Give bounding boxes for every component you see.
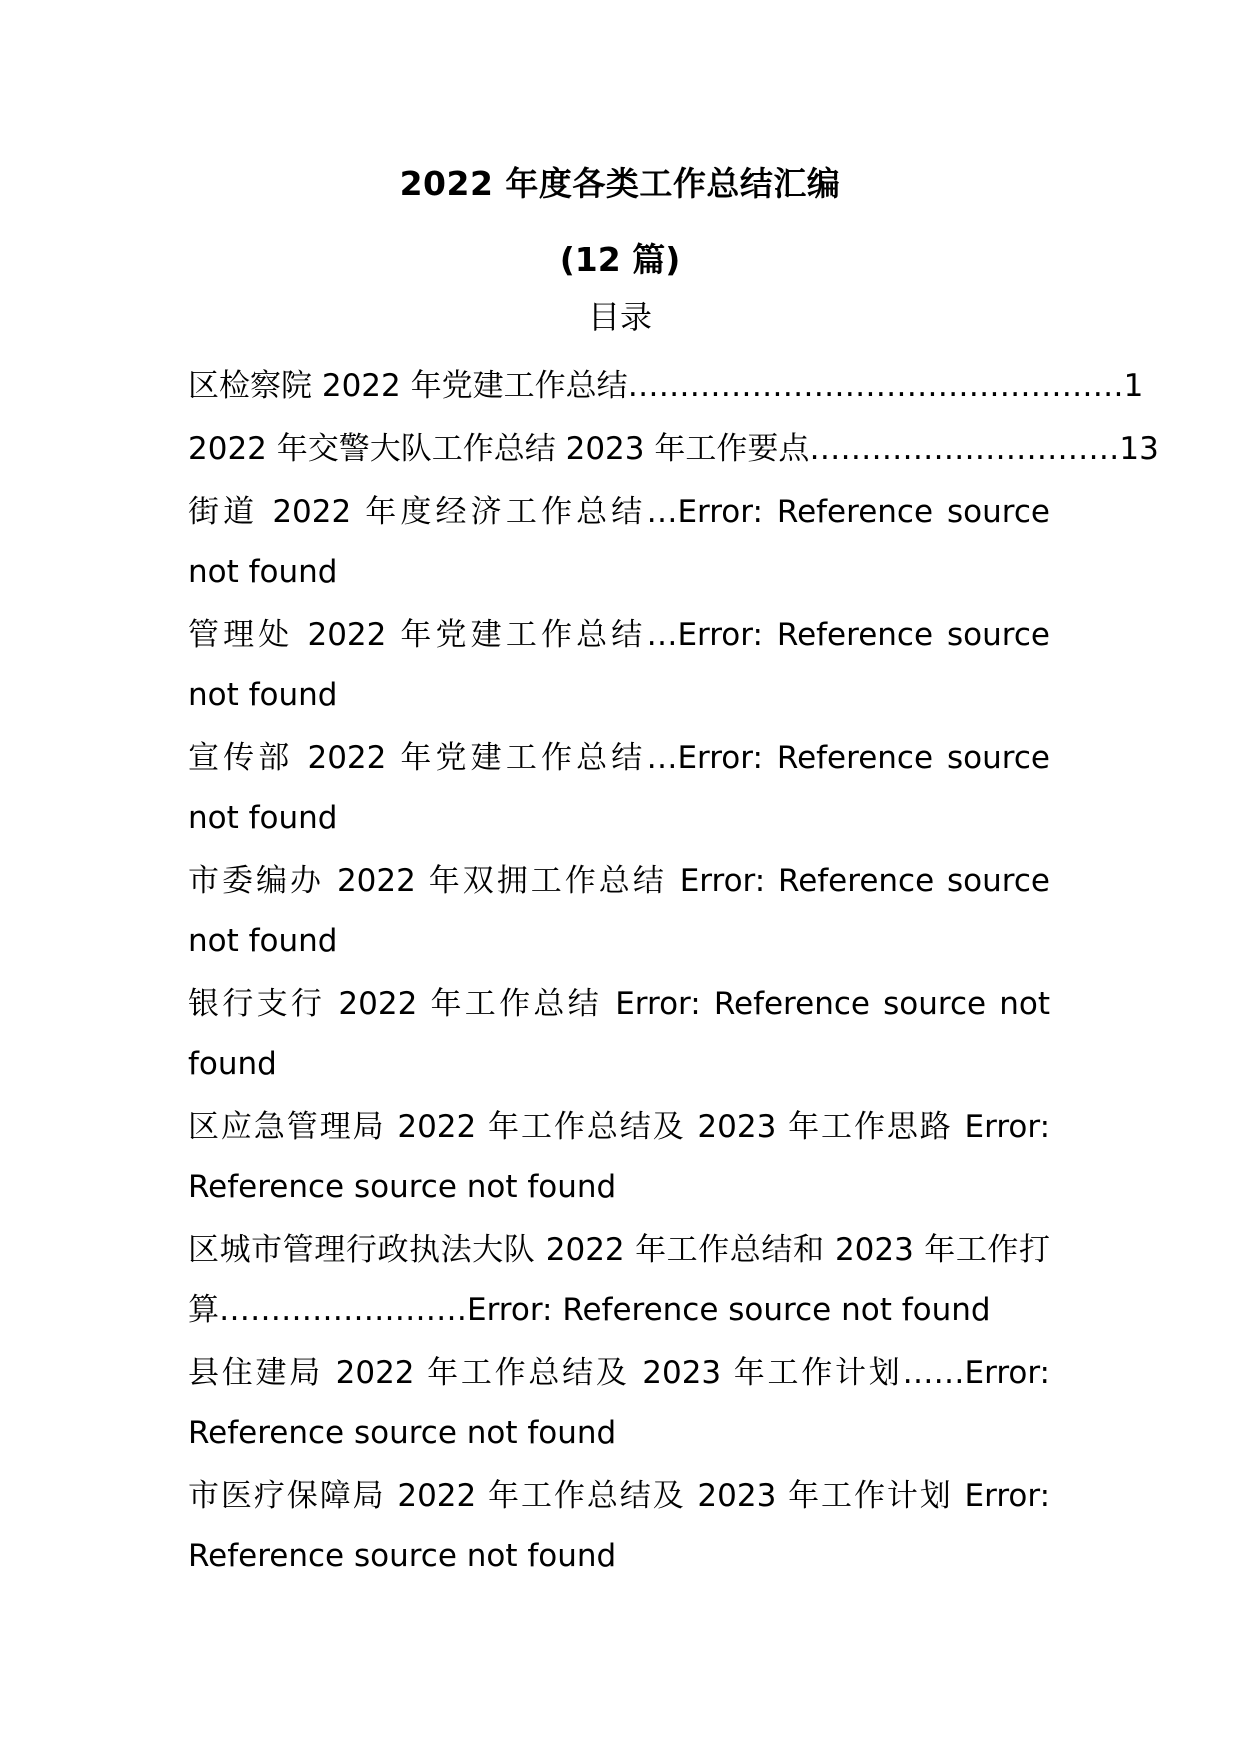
toc-entry[interactable]	[188, 356, 1144, 416]
toc-entry[interactable]	[188, 419, 1159, 479]
toc-entry[interactable]	[188, 1097, 1050, 1217]
document-count: (12 篇)	[559, 240, 681, 279]
toc-entry-page: 1	[1123, 368, 1144, 404]
toc-entry[interactable]	[188, 1466, 1050, 1586]
toc-entry-page: 13	[1119, 431, 1159, 467]
toc-entry-title: 2022 年交警大队工作总结 2023 年工作要点	[188, 431, 810, 467]
toc-entry-reference-error: Error: Reference source not found	[188, 740, 1050, 836]
toc-entry[interactable]	[188, 1343, 1050, 1463]
toc-heading: 目录	[587, 298, 652, 336]
toc-entry-title: 街道 2022 年度经济工作总结	[188, 494, 647, 530]
toc-entry-title: 银行支行 2022 年工作总结	[188, 986, 603, 1022]
document-title: 2022 年度各类工作总结汇编	[399, 164, 841, 203]
toc-entry-reference-error: Error: Reference source not found	[188, 986, 1050, 1082]
toc-entry-reference-error: Error: Reference source not found	[188, 1478, 1051, 1574]
toc-entry-reference-error: Error: Reference source not found	[467, 1292, 991, 1328]
toc-entry-leader: …………………………………………	[627, 368, 1124, 404]
toc-entry[interactable]	[188, 974, 1050, 1094]
toc-entry-leader: ……………………	[219, 1292, 467, 1328]
toc-entry-leader: …	[646, 740, 678, 776]
toc-entry-title: 区城市管理行政执法大队 2022 年工作总结和 2023 年工作打算	[188, 1232, 1050, 1328]
toc-entry-reference-error: Error: Reference source not found	[188, 494, 1050, 590]
toc-entry[interactable]	[188, 851, 1050, 971]
toc-entry-title: 管理处 2022 年党建工作总结	[188, 617, 647, 653]
toc-entry[interactable]	[188, 728, 1050, 848]
toc-entry-leader: ……	[902, 1355, 965, 1391]
toc-entry[interactable]	[188, 1220, 1050, 1340]
toc-entry-title: 市委编办 2022 年双拥工作总结	[188, 863, 667, 899]
toc-entry-title: 县住建局 2022 年工作总结及 2023 年工作计划	[188, 1355, 903, 1391]
toc-entry-reference-error: Error: Reference source not found	[188, 617, 1050, 713]
toc-entry-title: 宣传部 2022 年党建工作总结	[188, 740, 647, 776]
toc-entry[interactable]	[188, 605, 1050, 725]
toc-entry-title: 区检察院 2022 年党建工作总结	[188, 368, 628, 404]
toc-entry[interactable]	[188, 482, 1050, 602]
toc-entry-title: 市医疗保障局 2022 年工作总结及 2023 年工作计划	[188, 1478, 953, 1514]
toc-entry-reference-error: Error: Reference source not found	[188, 1109, 1051, 1205]
toc-entry-leader: …	[646, 494, 678, 530]
toc-entry-reference-error: Error: Reference source not found	[188, 863, 1050, 959]
toc-entry-reference-error: Error: Reference source not found	[188, 1355, 1050, 1451]
toc-entry-leader: …………………………	[809, 431, 1120, 467]
toc-entry-title: 区应急管理局 2022 年工作总结及 2023 年工作思路	[188, 1109, 953, 1145]
toc-entry-leader: …	[646, 617, 678, 653]
table-of-contents	[188, 356, 1159, 1589]
